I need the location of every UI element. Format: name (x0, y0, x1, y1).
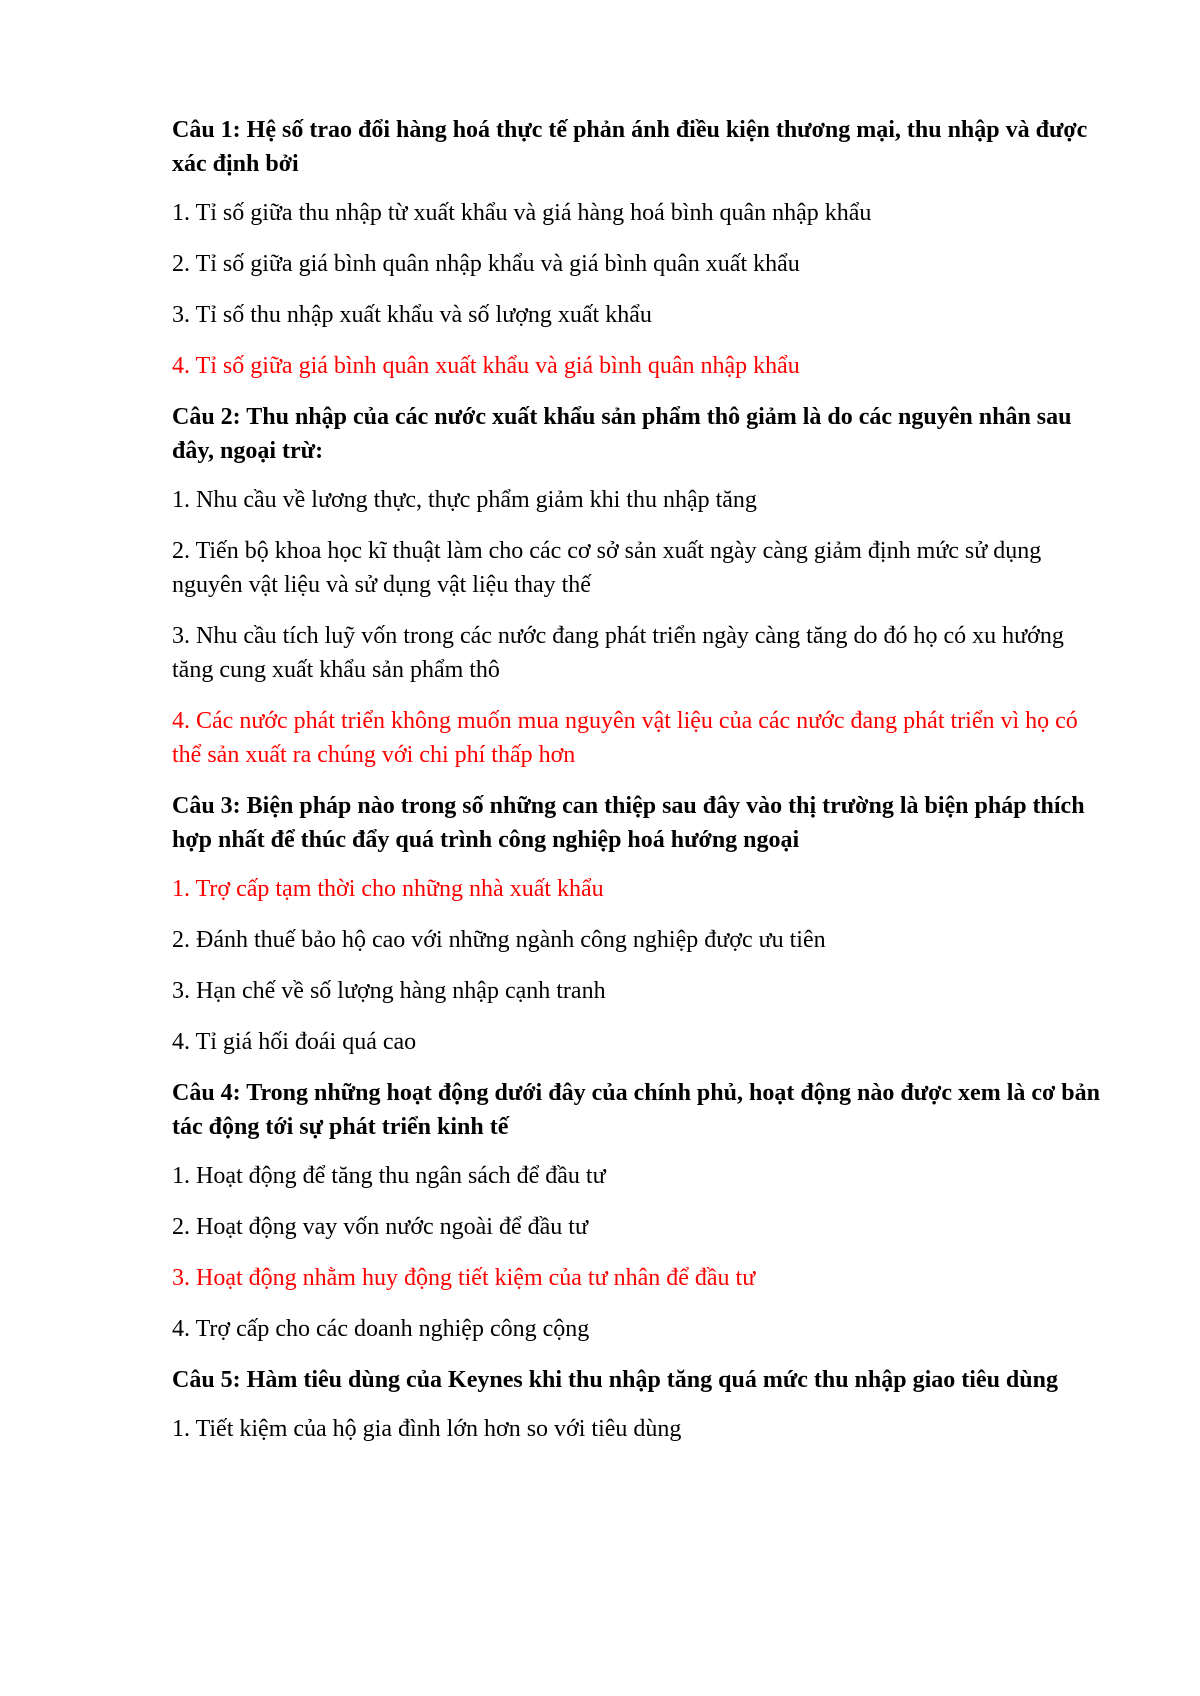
q2-option-3: 3. Nhu cầu tích luỹ vốn trong các nước đang phát triển ngày càng tăng do đó họ có xu hướng tăng cung xuất khẩu sản phẩm thô (172, 623, 1064, 683)
q4-option-1: 1. Hoạt động để tăng thu ngân sách để đầu tư (172, 1163, 606, 1189)
q1-option-1: 1. Tỉ số giữa thu nhập từ xuất khẩu và giá hàng hoá bình quân nhập khẩu (172, 200, 872, 226)
q1-option-3: 3. Tỉ số thu nhập xuất khẩu và số lượng xuất khẩu (172, 302, 652, 328)
question-5: Câu 5: Hàm tiêu dùng của Keynes khi thu nhập tăng quá mức thu nhập giao tiêu dùng (172, 1367, 1058, 1393)
question-2: Câu 2: Thu nhập của các nước xuất khẩu sản phẩm thô giảm là do các nguyên nhân sau đây, ngoại trừ: (172, 404, 1072, 464)
q2-option-4: 4. Các nước phát triển không muốn mua nguyên vật liệu của các nước đang phát triển vì họ có thể sản xuất ra chúng với chi phí thấp hơn (172, 708, 1078, 768)
question-4: Câu 4: Trong những hoạt động dưới đây của chính phủ, hoạt động nào được xem là cơ bản tác động tới sự phát triển kinh tế (172, 1080, 1100, 1140)
q2-option-2: 2. Tiến bộ khoa học kĩ thuật làm cho các cơ sở sản xuất ngày càng giảm định mức sử dụng nguyên vật liệu và sử dụng vật liệu thay thế (172, 538, 1042, 598)
question-1: Câu 1: Hệ số trao đổi hàng hoá thực tế phản ánh điều kiện thương mại, thu nhập và được xác định bởi (172, 117, 1088, 177)
q4-option-4: 4. Trợ cấp cho các doanh nghiệp công cộng (172, 1316, 590, 1342)
q5-option-1: 1. Tiết kiệm của hộ gia đình lớn hơn so với tiêu dùng (172, 1416, 682, 1442)
q1-option-4: 4. Tỉ số giữa giá bình quân xuất khẩu và giá bình quân nhập khẩu (172, 353, 800, 379)
q3-option-3: 3. Hạn chế về số lượng hàng nhập cạnh tranh (172, 978, 606, 1004)
question-3: Câu 3: Biện pháp nào trong số những can thiệp sau đây vào thị trường là biện pháp thích hợp nhất để thúc đẩy quá trình công nghiệp hoá hướng ngoại (172, 793, 1085, 853)
q4-option-3: 3. Hoạt động nhằm huy động tiết kiệm của tư nhân để đầu tư (172, 1265, 756, 1291)
q2-option-1: 1. Nhu cầu về lương thực, thực phẩm giảm khi thu nhập tăng (172, 487, 757, 513)
q3-option-2: 2. Đánh thuế bảo hộ cao với những ngành công nghiệp được ưu tiên (172, 927, 826, 953)
q3-option-1: 1. Trợ cấp tạm thời cho những nhà xuất khẩu (172, 876, 604, 902)
q1-option-2: 2. Tỉ số giữa giá bình quân nhập khẩu và giá bình quân xuất khẩu (172, 251, 800, 277)
q3-option-4: 4. Tỉ giá hối đoái quá cao (172, 1029, 417, 1055)
q4-option-2: 2. Hoạt động vay vốn nước ngoài để đầu tư (172, 1214, 588, 1240)
